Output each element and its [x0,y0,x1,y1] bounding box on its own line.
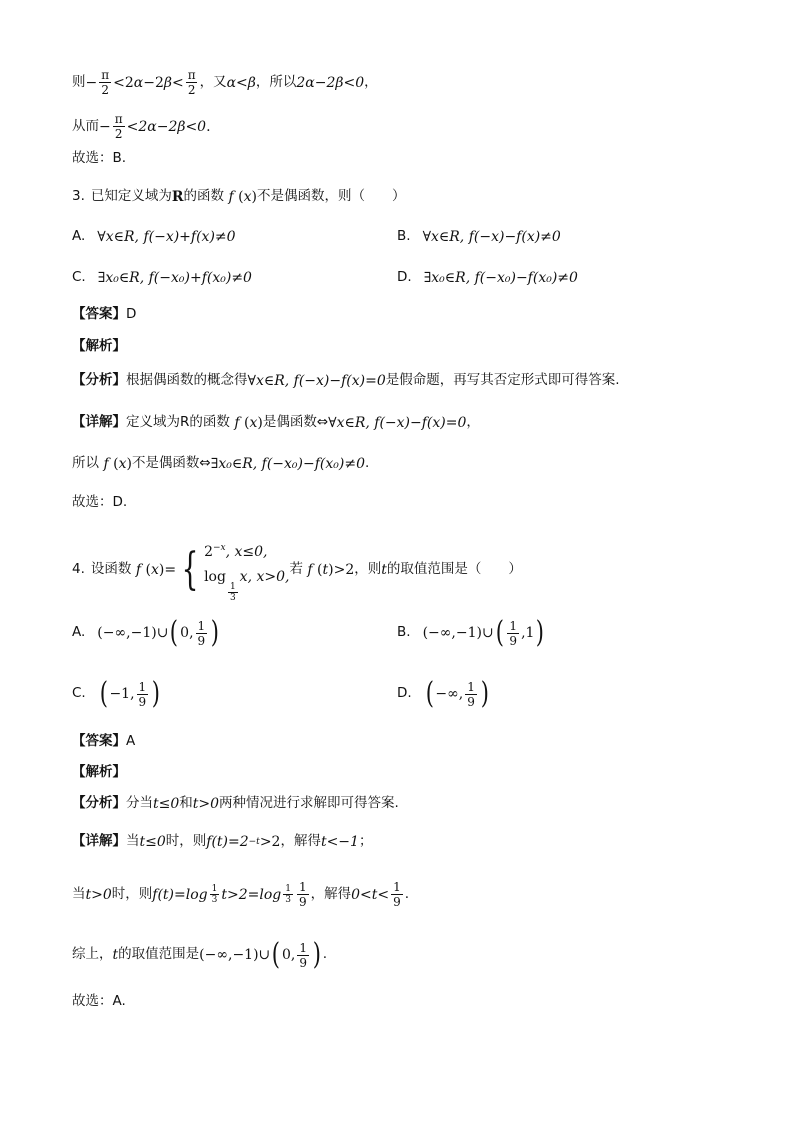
line-1: 则 − $\frac{\pi}{2}$ <2α−2β< $\frac{\pi}{2}$ ，又 α<β ，所以 2α−2β<0 ， [72,68,378,97]
option-4d: D. ( −∞, $\frac{1}{9}$ ) [397,676,489,711]
choose-line: 故选：B. [72,150,127,166]
answer-4: 【答案】 A [72,733,136,749]
fraction-pi-2: $\frac{\pi}{2}$ [101,68,110,97]
option-a: A. ∀x∈R, f(−x)+f(x)≠0 [72,228,236,245]
choose-4: 故选：A. [72,993,126,1009]
option-4b: B. (−∞,−1)∪ ( $\frac{1}{9}$ ,1 ) [397,615,545,650]
analysis-4: 【解析】 [72,764,126,780]
option-4a: A. (−∞,−1)∪ ( 0, $\frac{1}{9}$ ) [72,615,220,650]
answer-3: 【答案】 D [72,306,137,322]
fraction-pi-2: $\frac{\pi}{2}$ [114,112,123,141]
xiangjie-4: 【详解】 当 t≤0 时，则 f(t)=2 −t >2 ，解得 t<−1 ； [72,833,373,850]
text: 则 [72,73,86,90]
expression: 2α−2β<0 [296,74,365,91]
xiangjie-3-line-2: 所以 f ( x ) 不是偶函数⇔ ∃x₀∈R, f(−x₀)−f(x₀)≠0 . [72,455,370,472]
xiangjie-3: 【详解】 定义域为R的函数 f ( x ) 是偶函数⇔ ∀x∈R, f(−x)−f(x)=0 ， [72,414,480,431]
option-c: C. ∃x₀∈R, f(−x₀)+f(x₀)≠0 [72,269,252,286]
xiangjie-4-line-2: 当 t>0 时，则 f(t)=log $\frac{1}{3}$ t>2=log $\frac{1}{3}$ $\frac{1}{9}$ ，解得 0<t< $\frac{1}{9}$ . [72,880,410,909]
piecewise-cases: $2^{-x}$, x≤0, log $\frac{1}{3}$ x, x>0, [204,543,290,603]
fenxi-3: 【分析】 根据偶函数的概念得 ∀x∈R, f(−x)−f(x)=0 是假命题，再写其否定形式即可得答案. [72,372,620,389]
choose-3: 故选：D. [72,494,128,510]
alpha-lt-beta: α<β [226,74,256,91]
question-4-stem: 4. 设函数 f ( x )= { $2^{-x}$, x≤0, log $\frac{1}{3}$ x, x>0, 若 f ( t )>2 ，则 t 的取值范围是（ ） [72,536,522,603]
line-2: 从而 − $\frac{\pi}{2}$ <2α−2β<0 . [72,112,211,141]
fraction-pi-2: $\frac{\pi}{2}$ [187,68,196,97]
question-3-stem: 3. 已知定义域为 R 的函数 f ( x ) 不是偶函数，则（ ） [72,188,406,205]
option-d: D. ∃x₀∈R, f(−x₀)−f(x₀)≠0 [397,269,578,286]
option-4c: C. ( −1, $\frac{1}{9}$ ) [72,676,161,711]
analysis-3: 【解析】 [72,338,126,354]
summary-4: 综上， t 的取值范围是 (−∞,−1)∪ ( 0, $\frac{1}{9}$ ) . [72,937,328,972]
option-b: B. ∀x∈R, f(−x)−f(x)≠0 [397,228,561,245]
fenxi-4: 【分析】 分当 t≤0 和 t>0 两种情况进行求解即可得答案. [72,795,399,812]
